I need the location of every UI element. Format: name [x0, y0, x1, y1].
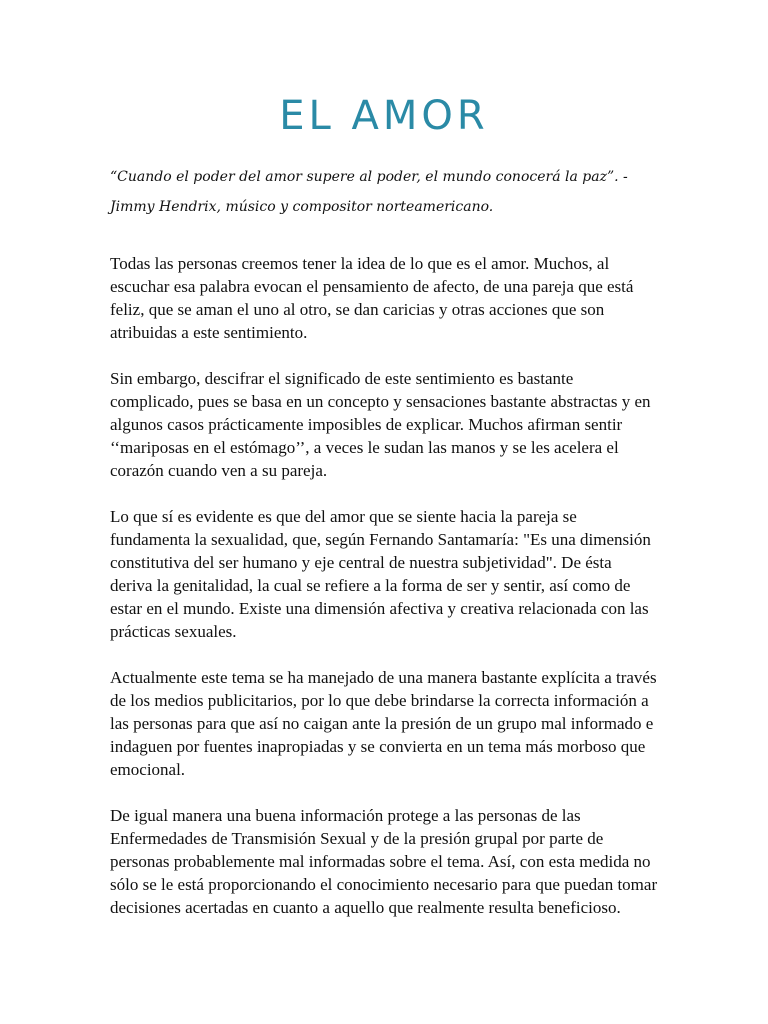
page-title: EL AMOR	[279, 93, 489, 139]
paragraph-4: Actualmente este tema se ha manejado de una manera bastante explícita a través de los medios publicitarios, por lo que debe brindarse la correcta información a las personas para que así no caigan ante la presión de un grupo mal informado e indaguen por fuentes inapropiadas y se convierta en un tema más morboso que emocional.	[110, 668, 657, 779]
paragraph-3: Lo que sí es evidente es que del amor que se siente hacia la pareja se fundamenta la sexualidad, que, según Fernando Santamaría: "Es una dimensión constitutiva del ser humano y eje central de nuestra subjetividad". De ésta deriva la genitalidad, la cual se refiere a la forma de ser y sentir, así como de estar en el mundo. Existe una dimensión afectiva y creativa relacionada con las prácticas sexuales.	[110, 507, 651, 641]
epigraph-quote: “Cuando el poder del amor supere al poder, el mundo conocerá la paz”. -Jimmy Hendrix, músico y compositor norteamericano.	[110, 169, 628, 215]
paragraph-2: Sin embargo, descifrar el significado de este sentimiento es bastante complicado, pues se basa en un concepto y sensaciones bastante abstractas y en algunos casos prácticamente imposibles de explicar. Muchos afirman sentir ‘‘mariposas en el estómago’’, a veces le sudan las manos y se les acelera el corazón cuando ven a su pareja.	[110, 369, 651, 480]
document-body	[110, 252, 658, 919]
paragraph-1: Todas las personas creemos tener la idea de lo que es el amor. Muchos, al escuchar esa palabra evocan el pensamiento de afecto, de una pareja que está feliz, que se aman el uno al otro, se dan caricias y otras acciones que son atribuidas a este sentimiento.	[110, 254, 634, 342]
paragraph-5: De igual manera una buena información protege a las personas de las Enfermedades de Transmisión Sexual y de la presión grupal por parte de personas probablemente mal informadas sobre el tema. Así, con esta medida no sólo se le está proporcionando el conocimiento necesario para que puedan tomar decisiones acertadas en cuanto a aquello que realmente resulta beneficioso.	[110, 806, 658, 917]
